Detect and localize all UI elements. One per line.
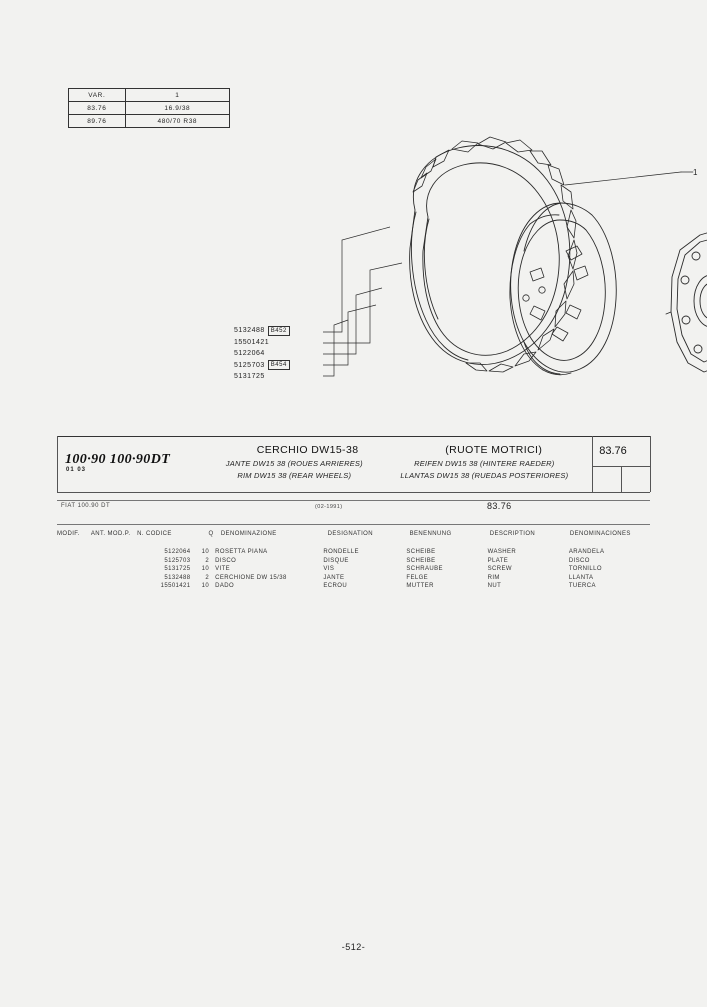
title-rule-bottom (57, 492, 650, 493)
callout-number: 5125703 (234, 361, 265, 369)
callout-item (234, 371, 290, 383)
table-row (57, 548, 650, 557)
cell-desc-es: LLANTA (568, 574, 594, 581)
midbar-rule-bottom (57, 524, 650, 525)
publication-code: FIAT 100.90 DT (61, 503, 111, 509)
cell-qty: 10 (201, 549, 210, 556)
cell-qty: 10 (201, 583, 210, 590)
cell-desc-es: DISCO (568, 557, 590, 564)
model-subcode: 01 03 (66, 467, 87, 473)
cell-desc-de: FELGE (406, 574, 429, 581)
var-header-label: VAR. (69, 89, 126, 102)
cell-desc-de: MUTTER (406, 583, 434, 590)
assembly-title-en: RIM DW15 38 (REAR WHEELS) (237, 471, 352, 480)
cell-desc-es: TORNILLO (568, 566, 602, 573)
col-header-modif: MODIF. (57, 530, 80, 537)
callout-number: 5122064 (234, 350, 265, 357)
callout-number: 5132488 (234, 327, 265, 334)
col-header-en: DESCRIPTION (489, 530, 536, 537)
tyre-outline (410, 146, 570, 365)
cell-qty: 2 (205, 557, 210, 564)
col-header-fr: DESIGNATION (327, 530, 373, 537)
var-size-2: 480/70 R38 (125, 115, 229, 128)
title-block-center (205, 444, 585, 480)
parts-table-header (57, 527, 650, 540)
parts-table (57, 527, 650, 591)
callout-item (234, 348, 290, 360)
assembly-title-de: REIFEN DW15 38 (HINTERE RAEDER) (414, 459, 555, 468)
page-number: -512- (341, 942, 366, 952)
variant-table (68, 88, 230, 128)
title-block (57, 436, 650, 492)
cell-desc-it: ROSETTA PIANA (215, 549, 268, 556)
cell-desc-fr: JANTE (323, 574, 345, 581)
cell-desc-en: RIM (487, 574, 500, 581)
cell-part-code: 5125703 (164, 557, 191, 564)
model-designation: 100·90 100·90DT (65, 452, 171, 467)
cell-qty: 10 (201, 566, 210, 573)
col-header-de: BENENNUNG (409, 530, 452, 537)
section-code: 83.76 (599, 445, 627, 457)
section-code-repeat: 83.76 (487, 501, 512, 511)
assembly-title-it-right: (RUOTE MOTRICI) (445, 444, 543, 456)
callout-box: B454 (268, 360, 290, 370)
col-header-it: DENOMINAZIONE (220, 530, 277, 537)
cell-desc-it: DISCO (215, 557, 237, 564)
cell-desc-es: TUERCA (568, 583, 596, 590)
drawing-leader-label-1: 1 (693, 168, 698, 177)
callout-item (234, 325, 290, 337)
assembly-title-row (205, 444, 585, 456)
callout-number: 15501421 (234, 338, 270, 346)
cell-part-code: 5122064 (164, 549, 191, 556)
tyre-tread (413, 137, 577, 372)
cell-desc-fr: ECROU (323, 583, 348, 590)
var-code-2: 89.76 (69, 115, 126, 128)
callout-number: 5131725 (234, 373, 265, 380)
cell-desc-en: NUT (487, 583, 502, 590)
cell-desc-en: SCREW (487, 566, 512, 573)
parts-table-body (57, 548, 650, 591)
rim-outline (510, 203, 636, 375)
exploded-view-drawing (230, 120, 698, 410)
table-row (69, 102, 230, 115)
var-header-value: 1 (125, 89, 229, 102)
mid-info-bar (57, 500, 650, 518)
table-row (57, 557, 650, 566)
title-border-right (650, 436, 651, 492)
callout-item (234, 337, 290, 349)
cell-desc-it: CERCHIONE DW 15/38 (215, 574, 287, 581)
cell-desc-es: ARANDELA (568, 549, 605, 556)
cell-desc-fr: VIS (323, 566, 335, 573)
revision-date: (02-1991) (315, 504, 343, 510)
cell-desc-it: VITE (215, 566, 231, 573)
callout-box: B452 (268, 326, 290, 336)
table-row (69, 115, 230, 128)
cell-part-code: 15501421 (160, 583, 191, 590)
callout-item (234, 360, 290, 372)
cell-desc-fr: DISQUE (323, 557, 349, 564)
cell-desc-de: SCHEIBE (406, 557, 436, 564)
cell-part-code: 5131725 (164, 566, 191, 573)
col-header-code: N. CODICE (137, 530, 172, 537)
cell-desc-de: SCHEIBE (406, 549, 436, 556)
assembly-title-fr: JANTE DW15 38 (ROUES ARRIERES) (225, 459, 363, 468)
cell-desc-fr: RONDELLE (323, 549, 359, 556)
table-row (57, 582, 650, 591)
wheel-disc (666, 230, 707, 372)
var-code-1: 83.76 (69, 102, 126, 115)
cell-desc-it: DADO (215, 583, 235, 590)
col-header-qty: Q (208, 530, 214, 537)
var-size-1: 16.9/38 (125, 102, 229, 115)
cell-part-code: 5132488 (164, 574, 191, 581)
cell-desc-de: SCHRAUBE (406, 566, 443, 573)
assembly-title-es: LLANTAS DW15 38 (RUEDAS POSTERIORES) (400, 471, 569, 480)
cell-qty: 2 (205, 574, 210, 581)
cell-desc-en: WASHER (487, 549, 517, 556)
assembly-title-en-es (205, 471, 585, 480)
col-header-es: DENOMINACIONES (569, 530, 631, 537)
table-row (57, 565, 650, 574)
cell-desc-en: PLATE (487, 557, 509, 564)
callout-list (234, 325, 290, 383)
table-row (69, 89, 230, 102)
assembly-title-it: CERCHIO DW15-38 (256, 444, 359, 456)
col-header-ant: ANT. MOD.P. (90, 530, 131, 537)
assembly-title-fr-de (205, 459, 585, 468)
table-row (57, 574, 650, 583)
